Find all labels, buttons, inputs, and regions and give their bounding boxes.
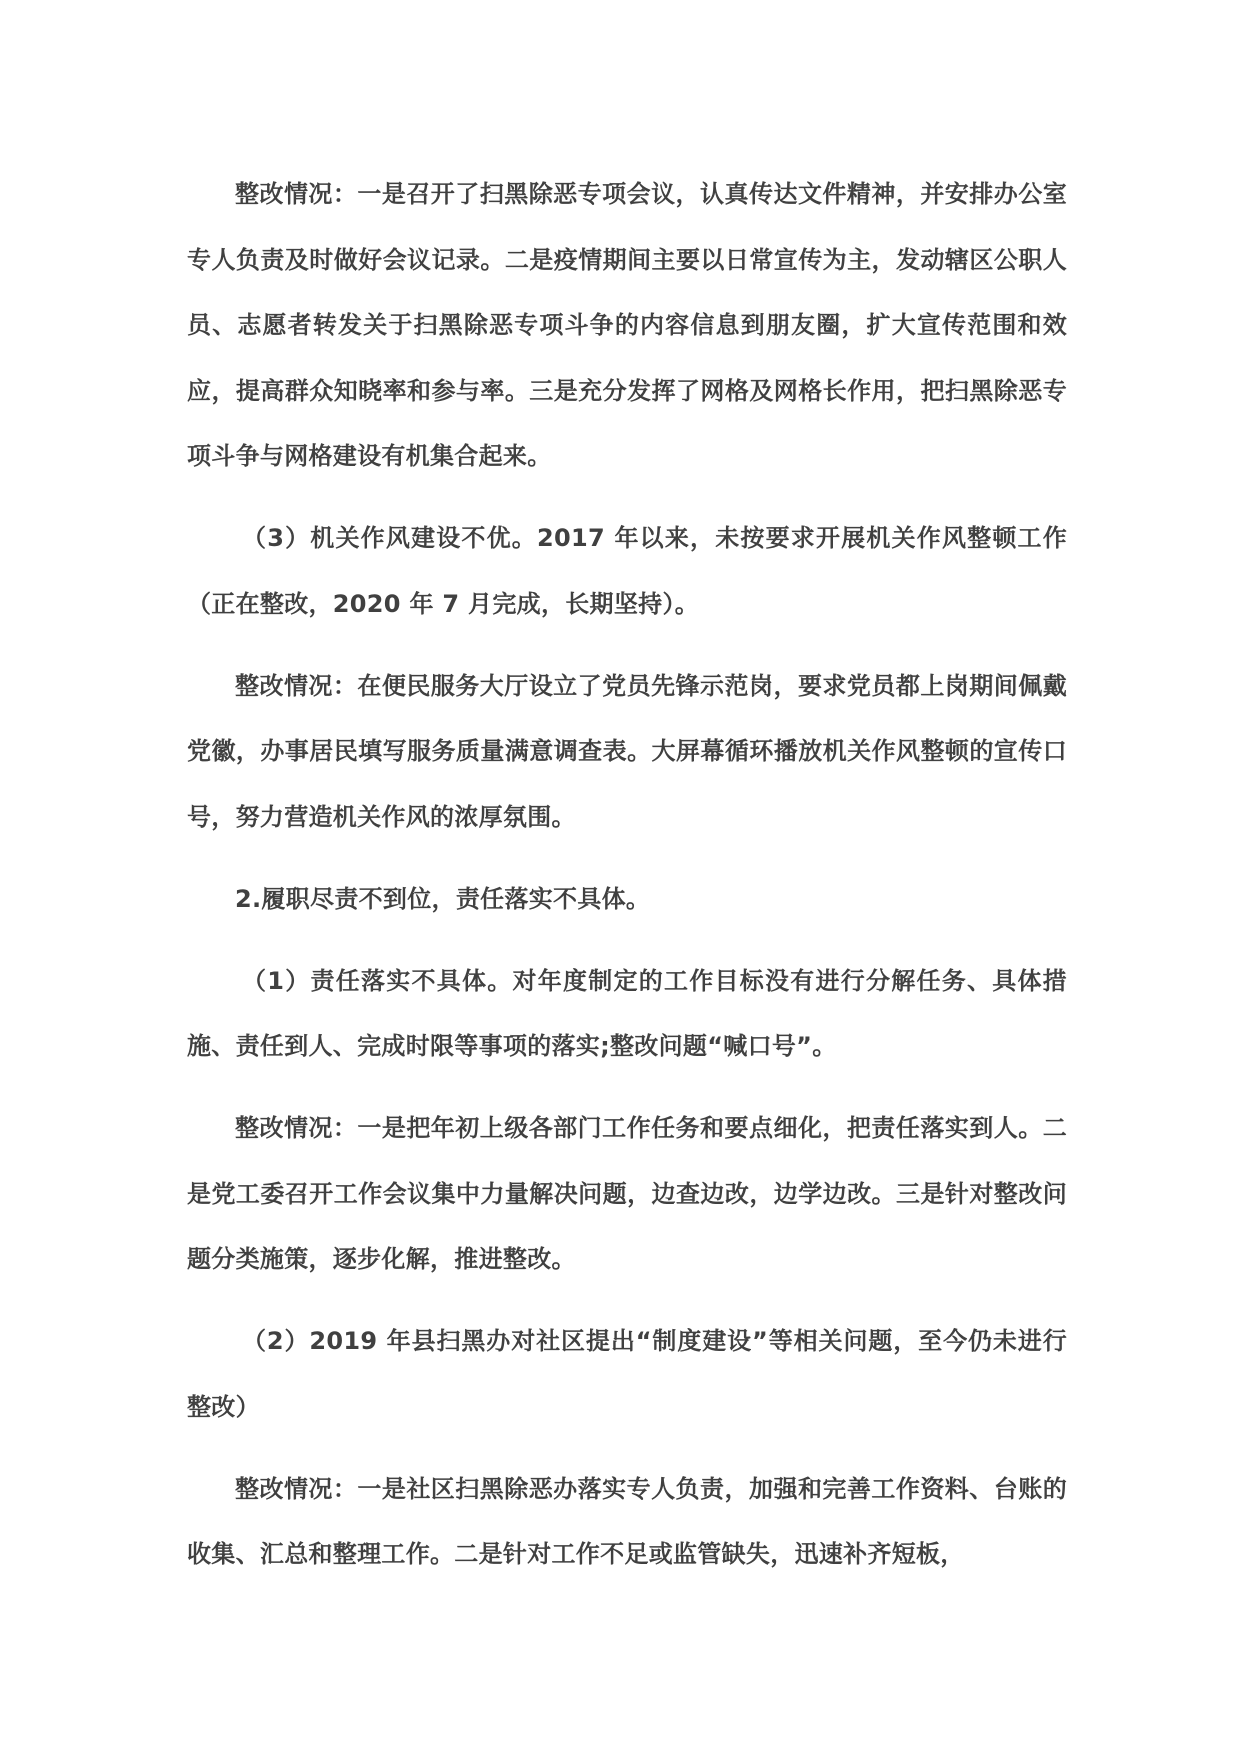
paragraph-issue-2: （2）2019 年县扫黑办对社区提出“制度建设”等相关问题，至今仍未进行整改） <box>187 1327 1067 1421</box>
paragraph-issue-3: （3）机关作风建设不优。2017 年以来，未按要求开展机关作风整顿工作（正在整改，2020 年 7 月完成，长期坚持）。 <box>187 524 1067 618</box>
paragraph-rectification-3: 整改情况：一是把年初上级各部门工作任务和要点细化，把责任落实到人。二是党工委召开工作会议集中力量解决问题，边查边改，边学边改。三是针对整改问题分类施策，逐步化解，推进整改。 <box>187 1114 1067 1273</box>
section-heading-2: 2.履职尽责不到位，责任落实不具体。 <box>235 884 651 913</box>
paragraph-rectification-4: 整改情况：一是社区扫黑除恶办落实专人负责，加强和完善工作资料、台账的收集、汇总和整理工作。二是针对工作不足或监管缺失，迅速补齐短板， <box>187 1474 1067 1568</box>
paragraph-issue-1: （1）责任落实不具体。对年度制定的工作目标没有进行分解任务、具体措施、责任到人、完成时限等事项的落实;整改问题“喊口号”。 <box>187 966 1067 1060</box>
paragraph-rectification-2: 整改情况：在便民服务大厅设立了党员先锋示范岗，要求党员都上岗期间佩戴党徽，办事居民填写服务质量满意调查表。大屏幕循环播放机关作风整顿的宣传口号，努力营造机关作风的浓厚氛围。 <box>187 671 1067 831</box>
document-page <box>187 162 1067 1604</box>
paragraph-rectification-1: 整改情况：一是召开了扫黑除恶专项会议，认真传达文件精神，并安排办公室专人负责及时做好会议记录。二是疫情期间主要以日常宣传为主，发动辖区公职人员、志愿者转发关于扫黑除恶专项斗争的内容信息到朋友圈，扩大宣传范围和效应，提高群众知晓率和参与率。三是充分发挥了网格及网格长作用，把扫黑除恶专项斗争与网格建设有机集合起来。 <box>187 180 1067 470</box>
